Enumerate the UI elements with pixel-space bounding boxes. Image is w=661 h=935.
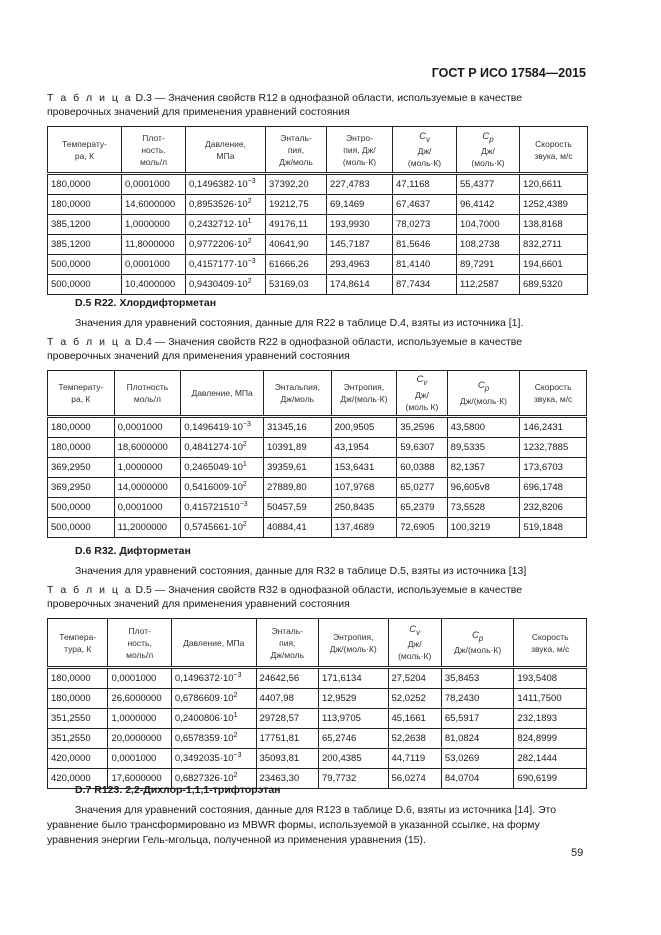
pressure-mantissa: 0,6786609·10	[174, 693, 234, 704]
cell-pressure	[181, 517, 264, 537]
table-row	[48, 174, 588, 195]
cell-temperature: 180,0000	[48, 195, 122, 215]
cell-entropy: 79,7732	[318, 769, 388, 789]
pressure-exponent: −3	[247, 177, 256, 185]
pressure-mantissa: 0,4841274·10	[184, 441, 243, 453]
section-d5-text: Значения для уравнений состояния, данные для R22 в таблице D.4, взяты из источника [1].	[75, 317, 524, 329]
col-header-sound-speed: Скорость звука, м/с	[514, 619, 587, 668]
cell-sound-speed: 689,5320	[520, 275, 588, 295]
cell-pressure	[181, 497, 264, 517]
cell-enthalpy: 24642,56	[256, 668, 318, 689]
table-row	[48, 749, 587, 769]
cell-temperature: 420,0000	[48, 769, 108, 789]
cell-cp: 78,2430	[441, 689, 514, 709]
cell-temperature: 180,0000	[48, 416, 115, 437]
cell-enthalpy: 61666,26	[266, 255, 327, 275]
table-row	[48, 437, 587, 457]
pressure-mantissa: 0,5416009·10	[184, 481, 243, 493]
cell-cp: 89,5335	[447, 437, 520, 457]
cell-density: 17,6000000	[108, 769, 171, 789]
cell-sound-speed: 832,2711	[520, 235, 588, 255]
cell-enthalpy: 19212,75	[266, 195, 327, 215]
pressure-exponent: 1	[242, 460, 247, 468]
pressure-exponent: −3	[247, 257, 256, 265]
cell-entropy: 250,8435	[331, 497, 397, 517]
cell-density: 10,4000000	[122, 275, 186, 295]
pressure-exponent: 1	[247, 217, 252, 225]
pressure-mantissa: 0,2400806·10	[174, 713, 234, 724]
table-d5	[47, 618, 587, 789]
cell-cp: 73,5528	[447, 497, 520, 517]
cell-temperature: 500,0000	[48, 517, 115, 537]
table-d4-caption	[47, 335, 587, 363]
cell-density: 0,0001000	[114, 416, 181, 437]
cell-density: 1,0000000	[114, 457, 181, 477]
col-header-enthalpy: Энталь- пия, Дж/моль	[266, 127, 327, 174]
cell-cv: 60,0388	[397, 457, 447, 477]
cell-entropy: 227,4783	[327, 174, 393, 195]
cell-density: 0,0001000	[122, 255, 186, 275]
cell-density: 0,0001000	[108, 749, 171, 769]
cell-enthalpy: 10391,89	[263, 437, 331, 457]
cell-cp: 35,8453	[441, 668, 514, 689]
cell-enthalpy: 27889,80	[263, 477, 331, 497]
cell-entropy: 200,4385	[318, 749, 388, 769]
cell-sound-speed: 696,1748	[520, 477, 587, 497]
cell-enthalpy: 40641,90	[266, 235, 327, 255]
cell-sound-speed: 1411,7500	[514, 689, 587, 709]
table-row	[48, 709, 587, 729]
pressure-exponent: −3	[242, 420, 251, 428]
caption-text: D.4 — Значения свойств R22 в однофазной области, используемые в качестве проверочных значений для применения уравнений состояния	[47, 336, 523, 362]
cell-pressure	[171, 729, 256, 749]
cell-density: 11,8000000	[122, 235, 186, 255]
pressure-mantissa: 0,1496382·10	[189, 179, 248, 190]
pressure-exponent: 2	[242, 520, 247, 528]
col-header-entropy: Энтро- пия, Дж/ (моль·К)	[327, 127, 393, 174]
col-header-cv: $C_v$ Дж/ (моль К)	[397, 371, 447, 417]
cell-cp: 100,3219	[447, 517, 520, 537]
section-d5-title: D.5 R22. Хлордифторметан	[75, 297, 217, 309]
caption-text: D.5 — Значения свойств R32 в однофазной области, используемые в качестве проверочных значений для применения уравнений состояния	[47, 584, 523, 610]
cell-cv: 52,2638	[388, 729, 441, 749]
cell-sound-speed: 690,6199	[514, 769, 587, 789]
pressure-mantissa: 0,5745661·10	[184, 521, 243, 533]
pressure-exponent: 2	[242, 440, 247, 448]
table-row	[48, 729, 587, 749]
cell-density: 1,0000000	[108, 709, 171, 729]
cell-pressure	[181, 437, 264, 457]
cell-entropy: 65,2746	[318, 729, 388, 749]
cell-sound-speed: 146,2431	[520, 416, 587, 437]
cell-pressure	[171, 749, 256, 769]
section-d7-title: D.7 R123. 2,2-Дихлор-1,1,1-трифторэтан	[75, 784, 281, 796]
cell-density: 14,0000000	[114, 477, 181, 497]
cell-temperature: 351,2550	[48, 709, 108, 729]
cell-temperature: 500,0000	[48, 275, 122, 295]
cell-pressure	[186, 215, 266, 235]
col-header-pressure: Давление, МПа	[181, 371, 264, 417]
col-header-cv: $C_v$ Дж/ (моль·К)	[393, 127, 457, 174]
col-header-temperature: Темпера- тура, К	[48, 619, 108, 668]
col-header-cv: $C_v$ Дж/ (моль·К)	[388, 619, 441, 668]
cell-sound-speed: 173,6703	[520, 457, 587, 477]
cell-density: 14,6000000	[122, 195, 186, 215]
col-header-cp: $C_p$ Дж/(моль·К)	[441, 619, 514, 668]
cell-cp: 84,0704	[441, 769, 514, 789]
col-header-density: Плот- ность, моль/л	[108, 619, 171, 668]
cell-density: 0,0001000	[108, 668, 171, 689]
cell-temperature: 420,0000	[48, 749, 108, 769]
cell-cp: 82,1357	[447, 457, 520, 477]
cell-cv: 67,4637	[393, 195, 457, 215]
page-number: 59	[571, 847, 584, 859]
col-header-enthalpy: Энтальпия, Дж/моль	[263, 371, 331, 417]
cell-sound-speed: 824,8999	[514, 729, 587, 749]
pressure-mantissa: 0,3492035·10	[174, 753, 234, 764]
section-d6-text: Значения для уравнений состояния, данные для R32 в таблице D.5, взяты из источника [13]	[75, 565, 527, 577]
cell-pressure	[186, 174, 266, 195]
table-header-row	[48, 371, 587, 417]
cell-enthalpy: 50457,59	[263, 497, 331, 517]
caption-text: D.3 — Значения свойств R12 в однофазной области, используемые в качестве проверочных значений для применения уравнений состояния	[47, 92, 523, 118]
cell-pressure	[181, 457, 264, 477]
cell-sound-speed: 282,1444	[514, 749, 587, 769]
cell-pressure	[186, 195, 266, 215]
table-d4	[47, 370, 587, 538]
col-header-enthalpy: Энталь- пия, Дж/моль	[256, 619, 318, 668]
cell-cv: 59,6307	[397, 437, 447, 457]
cell-enthalpy: 31345,16	[263, 416, 331, 437]
cell-entropy: 107,9768	[331, 477, 397, 497]
cell-entropy: 137,4689	[331, 517, 397, 537]
table-row	[48, 416, 587, 437]
cell-sound-speed: 120,6611	[520, 174, 588, 195]
cell-cv: 81,5646	[393, 235, 457, 255]
col-header-cp: $C_p$ Дж/(моль·К)	[447, 371, 520, 417]
cell-pressure	[186, 235, 266, 255]
cell-cp: 55,4377	[457, 174, 520, 195]
col-header-temperature: Температу- ра, К	[48, 127, 122, 174]
col-header-cp: $C_p$ Дж/ (моль·К)	[457, 127, 520, 174]
col-header-density: Плотность моль/л	[114, 371, 181, 417]
pressure-mantissa: 0,1496372·10	[174, 673, 234, 684]
pressure-exponent: −3	[239, 500, 248, 508]
cell-cp: 65,5917	[441, 709, 514, 729]
cell-cp: 96,4142	[457, 195, 520, 215]
cell-sound-speed: 1252,4389	[520, 195, 588, 215]
table-row	[48, 457, 587, 477]
cell-entropy: 145,7187	[327, 235, 393, 255]
cell-cv: 27,5204	[388, 668, 441, 689]
cell-sound-speed: 194,6601	[520, 255, 588, 275]
cell-cv: 47,1168	[393, 174, 457, 195]
cell-temperature: 180,0000	[48, 174, 122, 195]
table-d3-caption	[47, 91, 587, 119]
cell-temperature: 500,0000	[48, 255, 122, 275]
table-row	[48, 195, 588, 215]
cell-cv: 65,2379	[397, 497, 447, 517]
table-row	[48, 668, 587, 689]
cell-cv: 65,0277	[397, 477, 447, 497]
cell-sound-speed: 138,8168	[520, 215, 588, 235]
cell-pressure	[186, 275, 266, 295]
section-d6-title: D.6 R32. Дифторметан	[75, 545, 191, 557]
cell-enthalpy: 53169,03	[266, 275, 327, 295]
col-header-sound-speed: Скорость звука, м/с	[520, 371, 587, 417]
cell-pressure	[171, 709, 256, 729]
cell-entropy: 193,9930	[327, 215, 393, 235]
cell-sound-speed: 1232,7885	[520, 437, 587, 457]
cell-temperature: 369,2950	[48, 457, 115, 477]
pressure-mantissa: 0,1496419·10	[184, 421, 243, 433]
cell-enthalpy: 23463,30	[256, 769, 318, 789]
cell-pressure	[171, 668, 256, 689]
table-row	[48, 689, 587, 709]
pressure-exponent: −3	[233, 751, 242, 759]
cell-density: 11,2000000	[114, 517, 181, 537]
pressure-exponent: 2	[233, 691, 238, 699]
cell-entropy: 200,9505	[331, 416, 397, 437]
table-d3	[47, 126, 588, 295]
cell-cv: 45,1661	[388, 709, 441, 729]
table-row	[48, 477, 587, 497]
cell-density: 20,0000000	[108, 729, 171, 749]
col-header-entropy: Энтропия, Дж/(моль·К)	[331, 371, 397, 417]
cell-entropy: 113,9705	[318, 709, 388, 729]
cell-entropy: 69,1469	[327, 195, 393, 215]
cell-enthalpy: 17751,81	[256, 729, 318, 749]
cell-temperature: 180,0000	[48, 689, 108, 709]
pressure-mantissa: 0,9430409·10	[189, 279, 248, 290]
pressure-exponent: 2	[233, 771, 238, 779]
pressure-mantissa: 0,6827326·10	[174, 773, 234, 784]
cell-enthalpy: 39359,61	[263, 457, 331, 477]
cell-entropy: 174,8614	[327, 275, 393, 295]
table-row	[48, 275, 588, 295]
caption-prefix: Т а б л и ц а	[47, 92, 133, 104]
pressure-exponent: 2	[247, 277, 252, 285]
cell-cp: 81,0824	[441, 729, 514, 749]
cell-cp: 108,2738	[457, 235, 520, 255]
cell-cp: 43,5800	[447, 416, 520, 437]
caption-prefix: Т а б л и ц а	[47, 336, 133, 348]
cell-temperature: 180,0000	[48, 437, 115, 457]
cell-density: 1,0000000	[122, 215, 186, 235]
cell-enthalpy: 4407,98	[256, 689, 318, 709]
pressure-mantissa: 0,2432712·10	[189, 219, 248, 230]
table-row	[48, 517, 587, 537]
pressure-exponent: 2	[247, 237, 252, 245]
table-header-row	[48, 619, 587, 668]
table-d5-caption	[47, 583, 587, 611]
col-header-temperature: Температу- ра, К	[48, 371, 115, 417]
cell-sound-speed: 193,5408	[514, 668, 587, 689]
cell-cv: 52,0252	[388, 689, 441, 709]
document-header: ГОСТ Р ИСО 17584—2015	[431, 66, 586, 80]
cell-cv: 56,0274	[388, 769, 441, 789]
cell-temperature: 351,2550	[48, 729, 108, 749]
table-row	[48, 215, 588, 235]
cell-temperature: 385,1200	[48, 235, 122, 255]
cell-cv: 81,4140	[393, 255, 457, 275]
cell-enthalpy: 29728,57	[256, 709, 318, 729]
cell-cv: 44,7119	[388, 749, 441, 769]
cell-enthalpy: 35093,81	[256, 749, 318, 769]
col-header-entropy: Энтропия, Дж/(моль·К)	[318, 619, 388, 668]
cell-entropy: 153,6431	[331, 457, 397, 477]
cell-cp: 104,7000	[457, 215, 520, 235]
table-header-row	[48, 127, 588, 174]
cell-cp: 112,2587	[457, 275, 520, 295]
cell-density: 18,6000000	[114, 437, 181, 457]
cell-density: 0,0001000	[114, 497, 181, 517]
col-header-density: Плот- ность. моль/л	[122, 127, 186, 174]
pressure-mantissa: 0,8953526·10	[189, 199, 248, 210]
cell-entropy: 293,4963	[327, 255, 393, 275]
cell-enthalpy: 40884,41	[263, 517, 331, 537]
cell-temperature: 500,0000	[48, 497, 115, 517]
cell-cv: 78,0273	[393, 215, 457, 235]
cell-cp: 89,7291	[457, 255, 520, 275]
pressure-exponent: 1	[233, 711, 238, 719]
col-header-pressure: Давление, МПа	[186, 127, 266, 174]
cell-pressure	[171, 689, 256, 709]
cell-enthalpy: 49176,11	[266, 215, 327, 235]
cell-pressure	[186, 255, 266, 275]
cell-sound-speed: 519,1848	[520, 517, 587, 537]
cell-temperature: 369,2950	[48, 477, 115, 497]
pressure-mantissa: 0,9772206·10	[189, 239, 248, 250]
pressure-exponent: −3	[233, 671, 242, 679]
pressure-mantissa: 0,6578359·10	[174, 733, 234, 744]
pressure-exponent: 2	[233, 731, 238, 739]
pressure-exponent: 2	[247, 197, 252, 205]
cell-enthalpy: 37392,20	[266, 174, 327, 195]
cell-entropy: 171,6134	[318, 668, 388, 689]
pressure-mantissa: 0,415721510	[184, 501, 240, 513]
cell-entropy: 12,9529	[318, 689, 388, 709]
cell-pressure	[181, 477, 264, 497]
col-header-pressure: Давление, МПа	[171, 619, 256, 668]
table-row	[48, 255, 588, 275]
cell-density: 0,0001000	[122, 174, 186, 195]
pressure-mantissa: 0,2465049·10	[184, 461, 243, 473]
cell-pressure	[181, 416, 264, 437]
section-d7-text: Значения для уравнений состояния, данные для R123 в таблице D.6, взяты из источника [14]. Это уравнение было трансформировано из MBWR формы, используемой в указанной ссылке, на форму уравнения энергии Гель-мгольца, полученной из применения уравнения (15).	[47, 804, 557, 846]
cell-cv: 72,6905	[397, 517, 447, 537]
caption-prefix: Т а б л и ц а	[47, 584, 133, 596]
cell-temperature: 385,1200	[48, 215, 122, 235]
col-header-sound-speed: Скорость звука, м/с	[520, 127, 588, 174]
cell-sound-speed: 232,1893	[514, 709, 587, 729]
cell-sound-speed: 232,8206	[520, 497, 587, 517]
cell-cv: 35,2596	[397, 416, 447, 437]
pressure-exponent: 2	[242, 480, 247, 488]
pressure-mantissa: 0,4157177·10	[189, 259, 248, 270]
cell-temperature: 180,0000	[48, 668, 108, 689]
table-row	[48, 235, 588, 255]
cell-cv: 87,7434	[393, 275, 457, 295]
cell-cp: 53,0269	[441, 749, 514, 769]
cell-entropy: 43,1954	[331, 437, 397, 457]
cell-density: 26,6000000	[108, 689, 171, 709]
cell-cp: 96,605v8	[447, 477, 520, 497]
table-row	[48, 497, 587, 517]
